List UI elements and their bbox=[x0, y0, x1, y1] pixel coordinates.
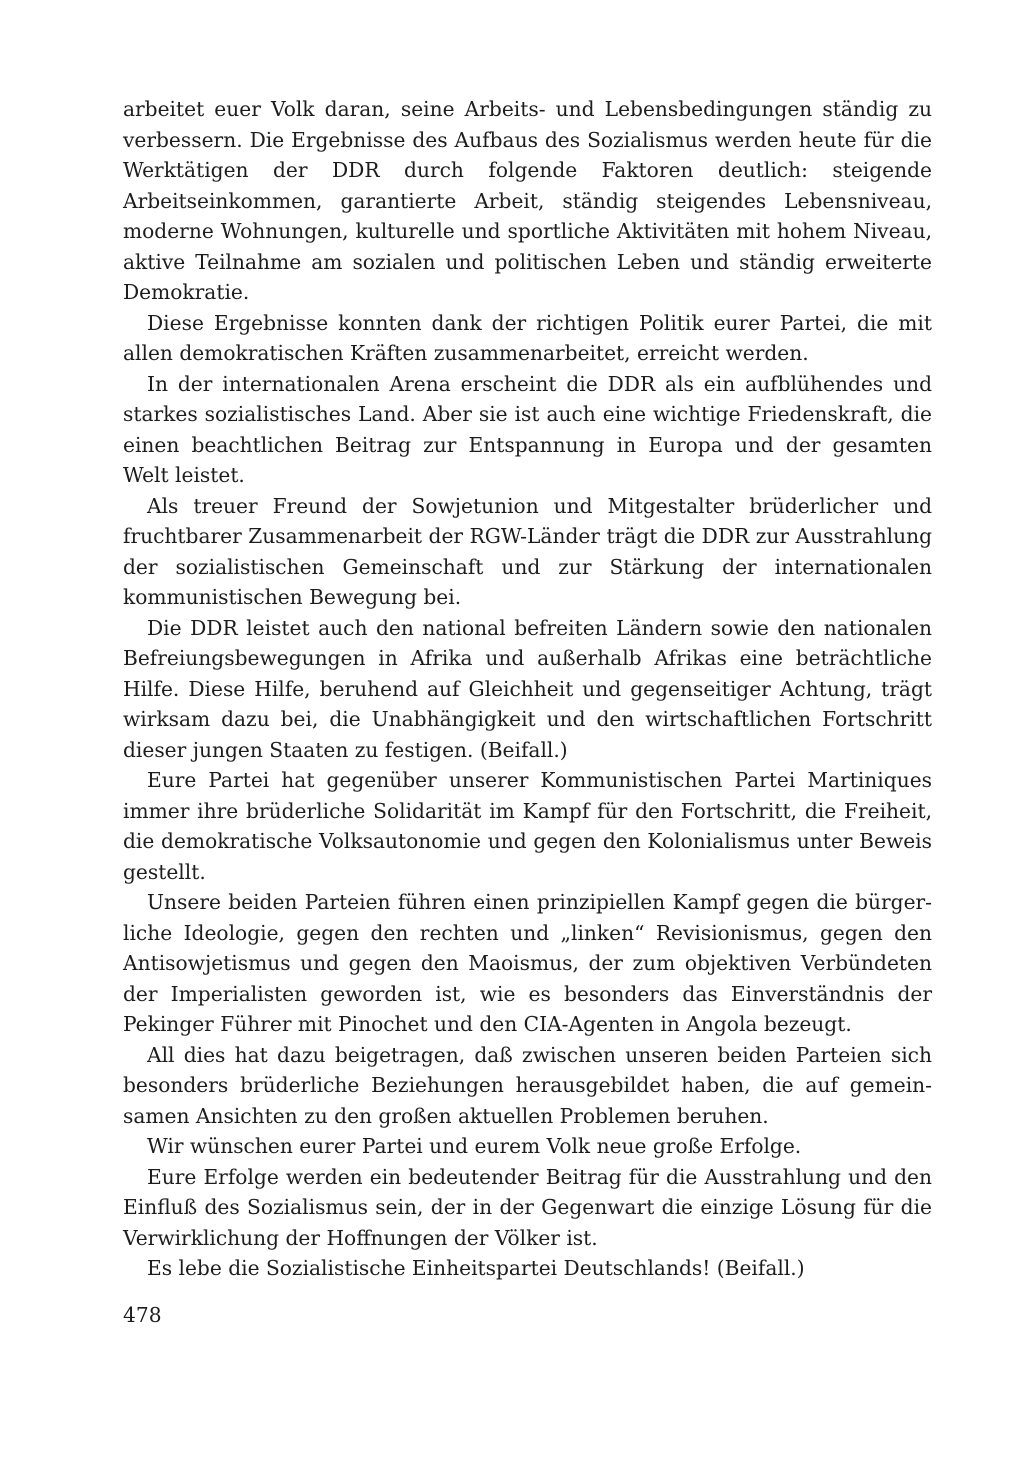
paragraph: Es lebe die Sozialistische Einheitspartei Deutschlands! (Beifall.) bbox=[147, 1256, 805, 1280]
body-text bbox=[123, 94, 932, 1284]
paragraph: Unsere beiden Parteien führen einen prinzipiellen Kampf gegen die bürgerliche Ideologie, gegen den rechten und „linken“ Revisionismus, gegen den Antisowjetismus und gegen den Maoismus, der zum objektiven Verbündeten der Imperialisten geworden ist, wie es besonders das Einverständnis der Pekinger Führer mit Pinochet und den CIA-Agenten in Angola bezeugt. bbox=[123, 890, 932, 1036]
paragraph: All dies hat dazu beigetragen, daß zwischen unseren beiden Parteien sich besonders brüderliche Beziehungen herausgebildet haben, die auf gemeinsamen Ansichten zu den großen aktuellen Problemen beruhen. bbox=[123, 1042, 932, 1128]
paragraph: Als treuer Freund der Sowjetunion und Mitgestalter brüderlicher und fruchtbarer Zusammenarbeit der RGW-Länder trägt die DDR zur Ausstrahlung der sozialistischen Gemeinschaft und zur Stärkung der internationalen kommunistischen Bewegung bei. bbox=[123, 493, 932, 609]
page-number: 478 bbox=[123, 1303, 162, 1327]
paragraph: Die DDR leistet auch den national befreiten Ländern sowie den nationalen Befreiungsbewegungen in Afrika und außerhalb Afrikas eine beträchtliche Hilfe. Diese Hilfe, beruhend auf Gleichheit und gegenseitiger Achtung, trägt wirksam dazu bei, die Unabhängigkeit und den wirtschaftlichen Fortschritt dieser jungen Staaten zu festigen. (Beifall.) bbox=[123, 615, 932, 762]
paragraph: Wir wünschen eurer Partei und eurem Volk neue große Erfolge. bbox=[147, 1134, 802, 1158]
paragraph: Eure Erfolge werden ein bedeutender Beitrag für die Ausstrahlung und den Einfluß des Sozialismus sein, der in der Gegenwart die einzige Lösung für die Verwirklichung der Hoffnungen der Völker ist. bbox=[123, 1164, 932, 1250]
paragraph: Diese Ergebnisse konnten dank der richtigen Politik eurer Partei, die mit allen demokratischen Kräften zusammenarbeitet, erreicht werden. bbox=[123, 310, 932, 365]
paragraph: arbeitet euer Volk daran, seine Arbeits- und Lebensbedingungen ständig zu verbessern. Die Ergebnisse des Aufbaus des Sozialismus werden heute für die Werktätigen der DDR durch folgende Faktoren deutlich: steigende Arbeitseinkommen, garantierte Arbeit, ständig steigendes Lebensniveau, moderne Wohnungen, kulturelle und sportliche Aktivitäten mit hohem Niveau, aktive Teilnahme am sozialen und politischen Leben und ständig erweiterte Demokratie. bbox=[123, 97, 932, 304]
paragraph: Eure Partei hat gegenüber unserer Kommunistischen Partei Martiniques immer ihre brüderliche Solidarität im Kampf für den Fortschritt, die Freiheit, die demokratische Volksautonomie und gegen den Kolonialismus unter Beweis gestellt. bbox=[123, 768, 932, 884]
paragraph: In der internationalen Arena erscheint die DDR als ein aufblühendes und starkes sozialistisches Land. Aber sie ist auch eine wichtige Friedenskraft, die einen beachtlichen Beitrag zur Entspannung in Europa und der gesamten Welt leistet. bbox=[123, 371, 932, 487]
